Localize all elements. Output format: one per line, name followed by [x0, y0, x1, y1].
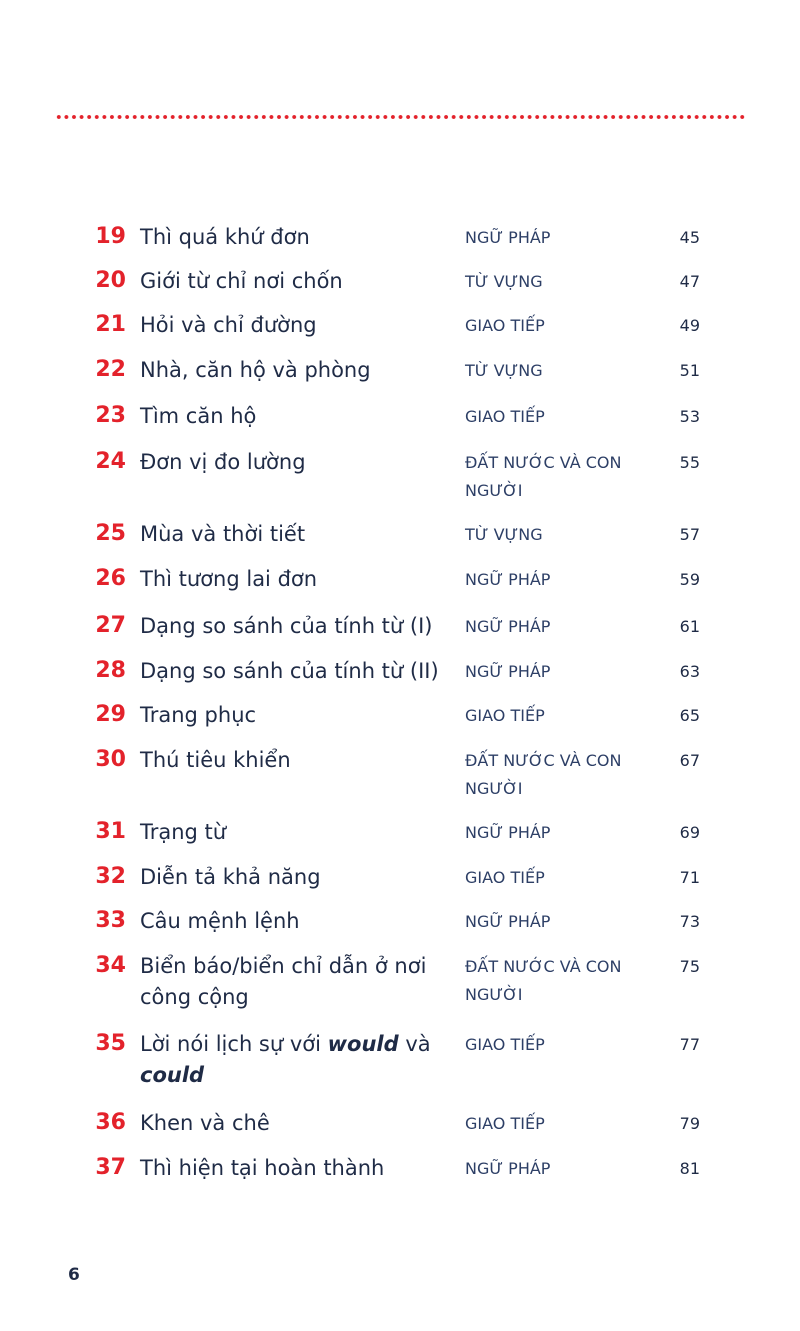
entry-number: 35 — [95, 1031, 126, 1056]
toc-entry — [0, 1029, 800, 1108]
toc-entry — [0, 355, 800, 401]
entry-number: 25 — [95, 521, 126, 546]
entry-page: 57 — [679, 525, 700, 544]
entry-title: Thú tiêu khiển — [140, 748, 291, 772]
entry-page: 69 — [679, 823, 700, 842]
entry-title: Dạng so sánh của tính từ (I) — [140, 614, 433, 638]
entry-title: Biển báo/biển chỉ dẫn ở nơi công cộng — [140, 954, 427, 1009]
toc-entry — [0, 700, 800, 745]
entry-category: GIAO TIẾP — [465, 706, 545, 725]
entry-category: TỪ VỰNG — [465, 361, 543, 380]
entry-page: 59 — [679, 570, 700, 589]
entry-title: Trang phục — [140, 703, 257, 727]
toc-entry — [0, 745, 800, 817]
entry-page: 81 — [679, 1159, 700, 1178]
entry-title: Thì quá khứ đơn — [140, 225, 310, 249]
entry-page: 53 — [679, 407, 700, 426]
toc-entry — [0, 401, 800, 447]
entry-page: 61 — [679, 617, 700, 636]
entry-title: Đơn vị đo lường — [140, 450, 306, 474]
entry-title-text: Lời nói lịch sự với — [140, 1032, 328, 1056]
entry-number: 33 — [95, 908, 126, 933]
entry-title: Mùa và thời tiết — [140, 522, 306, 546]
entry-number: 27 — [95, 613, 126, 638]
entry-page: 45 — [679, 228, 700, 247]
entry-category: TỪ VỰNG — [465, 272, 543, 291]
entry-title: Câu mệnh lệnh — [140, 909, 300, 933]
entry-category: NGỮ PHÁP — [465, 1159, 551, 1178]
toc-entry — [0, 564, 800, 611]
entry-category: NGỮ PHÁP — [465, 823, 551, 842]
entry-number: 36 — [95, 1110, 126, 1135]
toc-entry — [0, 951, 800, 1029]
toc-entry — [0, 1153, 800, 1197]
entry-category: NGỮ PHÁP — [465, 662, 551, 681]
entry-category: ĐẤT NƯỚC VÀ CON NGƯỜI — [465, 453, 622, 500]
entry-page: 55 — [679, 453, 700, 472]
dotted-divider — [55, 113, 745, 121]
entry-number: 34 — [95, 953, 126, 978]
table-of-contents — [0, 222, 800, 1197]
entry-page: 73 — [679, 912, 700, 931]
entry-category: NGỮ PHÁP — [465, 617, 551, 636]
entry-page: 51 — [679, 361, 700, 380]
entry-title: Nhà, căn hộ và phòng — [140, 358, 371, 382]
toc-entry — [0, 1108, 800, 1153]
entry-category: NGỮ PHÁP — [465, 228, 551, 247]
toc-entry — [0, 519, 800, 564]
entry-page: 75 — [679, 957, 700, 976]
entry-title — [140, 1029, 458, 1091]
page-number: 6 — [68, 1265, 80, 1285]
entry-category: GIAO TIẾP — [465, 1114, 545, 1133]
entry-title: Dạng so sánh của tính từ (II) — [140, 659, 439, 683]
toc-entry — [0, 222, 800, 266]
entry-page: 47 — [679, 272, 700, 291]
entry-number: 37 — [95, 1155, 126, 1180]
entry-category: NGỮ PHÁP — [465, 570, 551, 589]
entry-page: 63 — [679, 662, 700, 681]
entry-category: GIAO TIẾP — [465, 316, 545, 335]
entry-number: 19 — [95, 224, 126, 249]
toc-entry — [0, 266, 800, 310]
entry-title-emphasis: would — [327, 1032, 399, 1056]
entry-category: GIAO TIẾP — [465, 868, 545, 887]
entry-number: 22 — [95, 357, 126, 382]
entry-number: 32 — [95, 864, 126, 889]
toc-entry — [0, 310, 800, 355]
entry-category: ĐẤT NƯỚC VÀ CON NGƯỜI — [465, 957, 622, 1004]
entry-title: Thì tương lai đơn — [140, 567, 318, 591]
toc-entry — [0, 862, 800, 906]
entry-title: Trạng từ — [140, 820, 227, 844]
entry-page: 65 — [679, 706, 700, 725]
toc-entry — [0, 447, 800, 519]
toc-entry — [0, 656, 800, 700]
entry-number: 30 — [95, 747, 126, 772]
toc-entry — [0, 611, 800, 656]
entry-category: ĐẤT NƯỚC VÀ CON NGƯỜI — [465, 751, 622, 798]
entry-title: Diễn tả khả năng — [140, 865, 321, 889]
entry-title: Tìm căn hộ — [140, 404, 257, 428]
entry-number: 31 — [95, 819, 126, 844]
entry-title: Giới từ chỉ nơi chốn — [140, 269, 343, 293]
entry-page: 77 — [679, 1035, 700, 1054]
entry-page: 49 — [679, 316, 700, 335]
entry-number: 29 — [95, 702, 126, 727]
entry-number: 24 — [95, 449, 126, 474]
entry-number: 28 — [95, 658, 126, 683]
entry-title-emphasis: could — [140, 1063, 205, 1087]
toc-entry — [0, 906, 800, 951]
entry-number: 26 — [95, 566, 126, 591]
entry-page: 67 — [679, 751, 700, 770]
entry-title: Hỏi và chỉ đường — [140, 313, 317, 337]
entry-title-text: và — [398, 1032, 431, 1056]
entry-category: GIAO TIẾP — [465, 407, 545, 426]
entry-page: 79 — [679, 1114, 700, 1133]
entry-number: 20 — [95, 268, 126, 293]
entry-number: 21 — [95, 312, 126, 337]
entry-page: 71 — [679, 868, 700, 887]
toc-entry — [0, 817, 800, 862]
entry-title: Khen và chê — [140, 1111, 270, 1135]
entry-number: 23 — [95, 403, 126, 428]
entry-category: NGỮ PHÁP — [465, 912, 551, 931]
entry-category: TỪ VỰNG — [465, 525, 543, 544]
entry-category: GIAO TIẾP — [465, 1035, 545, 1054]
entry-title: Thì hiện tại hoàn thành — [140, 1156, 385, 1180]
